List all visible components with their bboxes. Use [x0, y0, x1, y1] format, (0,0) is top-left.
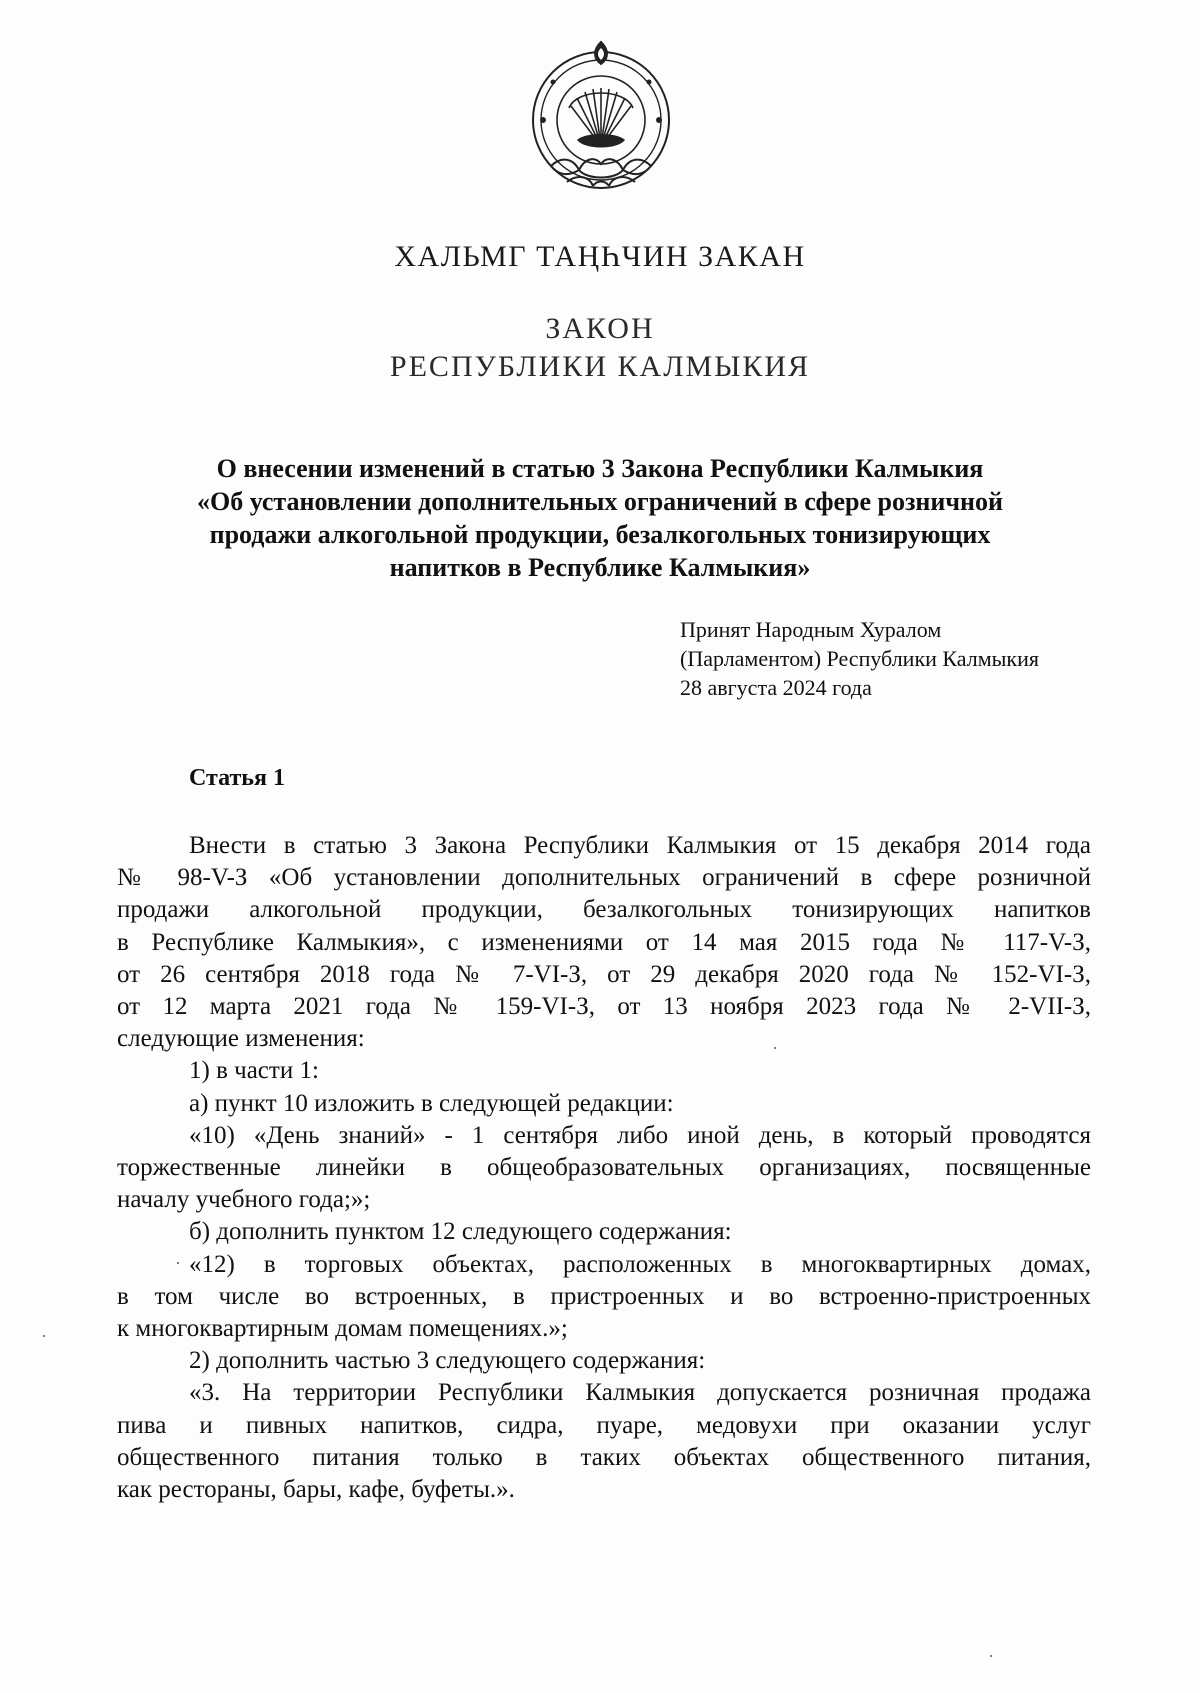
adoption-note — [680, 615, 1120, 702]
body-line: «10) «День знаний» - 1 сентября либо иной день, в который проводятся — [189, 1121, 1091, 1149]
body-line: пива и пивных напитков, сидра, пуаре, медовухи при оказании услуг — [117, 1411, 1091, 1439]
adoption-line: Принят Народным Хуралом — [680, 617, 942, 642]
body-line: 2) дополнить частью 3 следующего содержания: — [189, 1347, 706, 1375]
body-line: в Республике Калмыкия», с изменениями от 14 мая 2015 года № 117-V-З, — [117, 928, 1091, 956]
body-line: началу учебного года;»; — [117, 1186, 371, 1214]
adoption-date: 28 августа 2024 года — [680, 675, 872, 700]
adoption-line: (Парламентом) Республики Калмыкия — [680, 646, 1040, 671]
body-line: от 26 сентября 2018 года № 7-VI-З, от 29 декабря 2020 года № 152-VI-З, — [117, 960, 1091, 988]
body-line: «3. На территории Республики Калмыкия допускается розничная продажа — [189, 1379, 1091, 1407]
scan-speck — [43, 1335, 45, 1337]
subject-line: «Об установлении дополнительных ограничений в сфере розничной — [196, 487, 1004, 516]
subject-line: напитков в Республике Калмыкия» — [389, 553, 811, 582]
body-line: общественного питания только в таких объектах общественного питания, — [117, 1443, 1091, 1471]
subject-line: О внесении изменений в статью 3 Закона Республики Калмыкия — [216, 454, 984, 483]
body-line: торжественные линейки в общеобразовательных организациях, посвященные — [117, 1154, 1091, 1182]
scan-speck — [990, 1655, 992, 1657]
article-body — [117, 830, 1091, 1506]
body-line: № 98-V-З «Об установлении дополнительных ограничений в сфере розничной — [117, 864, 1091, 892]
body-line: от 12 марта 2021 года № 159-VI-З, от 13 ноября 2023 года № 2-VII-З, — [117, 993, 1091, 1021]
subject-line: продажи алкогольной продукции, безалкогольных тонизирующих — [209, 520, 991, 549]
law-subject — [150, 452, 1050, 584]
scan-speck — [177, 1262, 179, 1264]
body-line: а) пункт 10 изложить в следующей редакции: — [189, 1089, 674, 1117]
law-title — [0, 310, 1200, 386]
title-kalmyk: ХАЛЬМГ ТАҢҺЧИН ЗАКАН — [394, 240, 806, 273]
body-line: Внести в статью 3 Закона Республики Калмыкия от 15 декабря 2014 года — [189, 832, 1091, 859]
coat-of-arms-emblem — [521, 36, 681, 196]
body-line: в том числе во встроенных, в пристроенных и во встроенно-пристроенных — [117, 1282, 1091, 1310]
scan-speck — [774, 1047, 776, 1049]
body-line: «12) в торговых объектах, расположенных в многоквартирных домах, — [189, 1250, 1091, 1278]
body-line: как рестораны, бары, кафе, буфеты.». — [117, 1476, 515, 1504]
body-line: следующие изменения: — [117, 1025, 365, 1053]
law-title-line-2: РЕСПУБЛИКИ КАЛМЫКИЯ — [389, 350, 811, 383]
article-heading: Статья 1 — [189, 765, 285, 791]
body-line: 1) в части 1: — [189, 1057, 319, 1085]
body-line: продажи алкогольной продукции, безалкогольных тонизирующих напитков — [117, 896, 1091, 924]
law-title-line-1: ЗАКОН — [545, 312, 655, 345]
body-line: б) дополнить пунктом 12 следующего содержания: — [189, 1218, 732, 1246]
body-line: к многоквартирным домам помещениях.»; — [117, 1315, 568, 1343]
